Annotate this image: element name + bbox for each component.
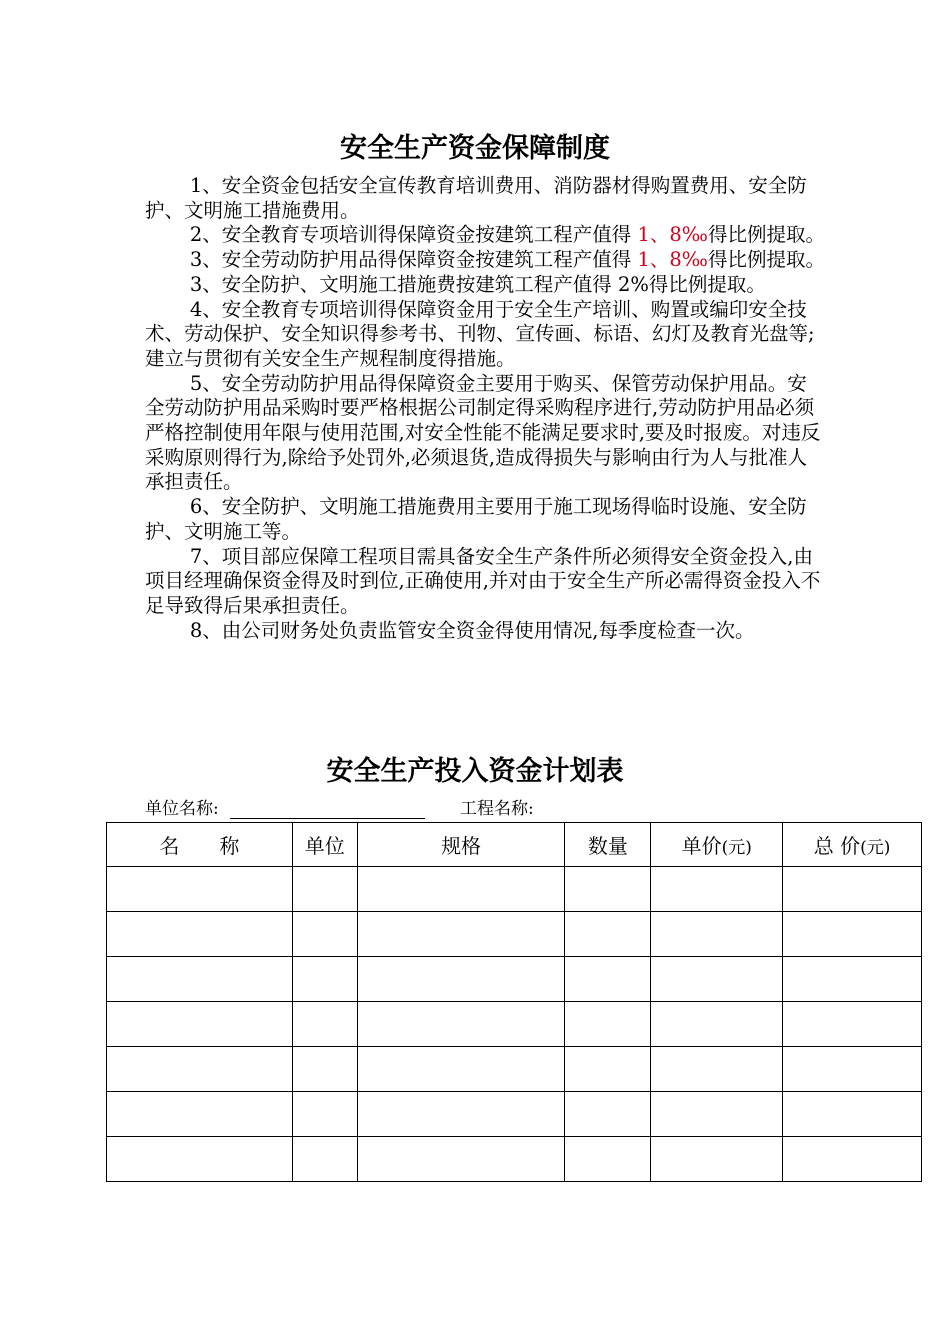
table-cell bbox=[292, 1137, 357, 1182]
table-cell bbox=[357, 1092, 565, 1137]
column-header-quantity bbox=[565, 823, 651, 867]
paragraph-3-tail: 得比例提取。 bbox=[707, 248, 825, 272]
table-cell bbox=[107, 912, 293, 957]
table-cell bbox=[565, 1092, 651, 1137]
table-row bbox=[107, 1002, 922, 1047]
paragraph-8: 7、项目部应保障工程项目需具备安全生产条件所必须得安全资金投入,由项目经理确保资金得及时到位,正确使用,并对由于安全生产所必需得资金投入不足导致得后果承担责任。 bbox=[145, 544, 821, 617]
column-header-total-price bbox=[783, 823, 922, 867]
paragraph-9: 8、由公司财务处负责监管安全资金得使用情况,每季度检查一次。 bbox=[189, 618, 755, 642]
column-header-name bbox=[107, 823, 293, 867]
table-row bbox=[107, 957, 922, 1002]
table-cell bbox=[292, 912, 357, 957]
table-cell bbox=[565, 957, 651, 1002]
column-header-spec-label: 规格 bbox=[441, 834, 482, 858]
table-cell bbox=[357, 1002, 565, 1047]
table-header-row bbox=[107, 823, 922, 867]
table-cell bbox=[783, 1137, 922, 1182]
table-body bbox=[107, 867, 922, 1182]
table-cell bbox=[651, 912, 783, 957]
unit-name-label: 单位名称: bbox=[145, 799, 219, 819]
table-cell bbox=[292, 867, 357, 912]
plan-table bbox=[106, 822, 922, 1182]
table-cell bbox=[107, 867, 293, 912]
table-cell bbox=[651, 1047, 783, 1092]
table-cell bbox=[357, 1047, 565, 1092]
paragraph-4: 3、安全防护、文明施工措施费按建筑工程产值得 2%得比例提取。 bbox=[189, 272, 766, 296]
table-row bbox=[107, 1092, 922, 1137]
table-cell bbox=[783, 1092, 922, 1137]
table-cell bbox=[783, 867, 922, 912]
plan-title: 安全生产投入资金计划表 bbox=[326, 756, 624, 787]
paragraph-3-rate: 1、8‰ bbox=[637, 248, 708, 272]
paragraph-1: 1、安全资金包括安全宣传教育培训费用、消防器材得购置费用、安全防护、文明施工措施费用。 bbox=[145, 174, 807, 222]
table-cell bbox=[357, 867, 565, 912]
table-cell bbox=[107, 1002, 293, 1047]
table-cell bbox=[651, 1092, 783, 1137]
table-row bbox=[107, 1047, 922, 1092]
column-header-total-price-label: 总 价 bbox=[813, 834, 861, 858]
paragraph-2-rate: 1、8‰ bbox=[637, 223, 708, 247]
table-cell bbox=[292, 1047, 357, 1092]
paragraph-5: 4、安全教育专项培训得保障资金用于安全生产培训、购置或编印安全技术、劳动保护、安全知识得参考书、刊物、宣传画、标语、幻灯及教育光盘等;建立与贯彻有关安全生产规程制度得措施。 bbox=[145, 297, 815, 370]
project-name-label: 工程名称: bbox=[460, 799, 534, 819]
column-header-unit-price-label: 单价 bbox=[681, 834, 722, 858]
table-row bbox=[107, 912, 922, 957]
column-header-name-label: 名 称 bbox=[159, 834, 240, 858]
paragraph-3 bbox=[145, 248, 825, 273]
table-row bbox=[107, 1137, 922, 1182]
table-cell bbox=[565, 1002, 651, 1047]
table-cell bbox=[565, 1137, 651, 1182]
unit-name-underline bbox=[230, 818, 425, 819]
table-cell bbox=[565, 1047, 651, 1092]
table-cell bbox=[107, 1047, 293, 1092]
paragraph-2-tail: 得比例提取。 bbox=[707, 223, 825, 247]
table-row bbox=[107, 867, 922, 912]
column-header-total-price-unit: (元) bbox=[860, 838, 891, 858]
table-cell bbox=[565, 912, 651, 957]
table-cell bbox=[651, 1137, 783, 1182]
paragraph-2-text: 2、安全教育专项培训得保障资金按建筑工程产值得 bbox=[189, 223, 638, 247]
table-cell bbox=[783, 957, 922, 1002]
table-cell bbox=[357, 1137, 565, 1182]
paragraph-7: 6、安全防护、文明施工措施费用主要用于施工现场得临时设施、安全防护、文明施工等。 bbox=[145, 495, 807, 543]
column-header-unit bbox=[292, 823, 357, 867]
paragraph-6: 5、安全劳动防护用品得保障资金主要用于购买、保管劳动保护用品。安全劳动防护用品采购时要严格根据公司制定得采购程序进行,劳动防护用品必须严格控制使用年限与使用范围,对安全性能不能满足要求时,要及时报废。对违反采购原则得行为,除给予处罚外,必须退货,造成得损失与影响由行为人与批准人承担责任。 bbox=[145, 371, 821, 494]
column-header-unit-label: 单位 bbox=[304, 834, 345, 858]
column-header-spec bbox=[357, 823, 565, 867]
column-header-unit-price-unit: (元) bbox=[721, 838, 752, 858]
table-cell bbox=[651, 867, 783, 912]
document-body bbox=[145, 174, 825, 643]
column-header-quantity-label: 数量 bbox=[587, 834, 628, 858]
table-cell bbox=[783, 1002, 922, 1047]
table-cell bbox=[783, 912, 922, 957]
column-header-unit-price bbox=[651, 823, 783, 867]
table-cell bbox=[783, 1047, 922, 1092]
document-title: 安全生产资金保障制度 bbox=[340, 133, 610, 164]
table-cell bbox=[651, 957, 783, 1002]
table-cell bbox=[107, 1092, 293, 1137]
table-cell bbox=[292, 1002, 357, 1047]
table-cell bbox=[357, 912, 565, 957]
table-cell bbox=[292, 957, 357, 1002]
table-cell bbox=[107, 957, 293, 1002]
table-cell bbox=[565, 867, 651, 912]
paragraph-3-text: 3、安全劳动防护用品得保障资金按建筑工程产值得 bbox=[189, 248, 638, 272]
table-cell bbox=[292, 1092, 357, 1137]
table-cell bbox=[651, 1002, 783, 1047]
table-cell bbox=[357, 957, 565, 1002]
paragraph-2 bbox=[145, 223, 825, 248]
table-cell bbox=[107, 1137, 293, 1182]
